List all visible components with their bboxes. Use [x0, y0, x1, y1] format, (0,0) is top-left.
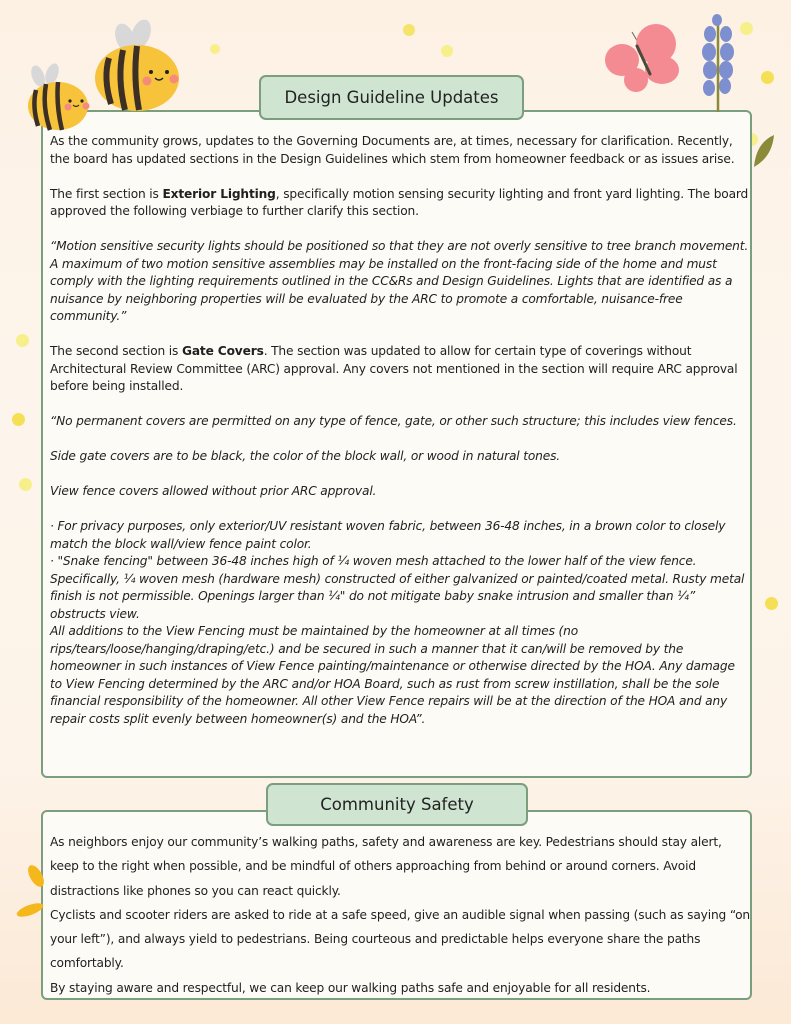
lighting-quote: “Motion sensitive security lights should be positioned so that they are not overly sensitive to tree branch movement. A maximum of two motion sensitive assemblies may be installed on the front-facing side of the home and must comply with the lighting requirements outlined in the CC&Rs and Design Guidelines. Lights that are identified as a nuisance by neighboring properties will be evaluated by the ARC to promote a comfortable, nuisance-free community.”	[50, 239, 749, 323]
gate-quote-2: Side gate covers are to be black, the color of the block wall, or wood in natural tones.	[50, 449, 561, 463]
lighting-paragraph	[50, 186, 750, 221]
intro-paragraph: As the community grows, updates to the Governing Documents are, at times, necessary for clarification. Recently, the board has updated sections in the Design Guidelines which stem from homeowner feedback or as issues arise.	[50, 134, 735, 166]
decor-dot	[210, 44, 220, 54]
section-title-design-guidelines	[259, 75, 524, 120]
bee-large-icon	[95, 18, 183, 113]
bullet-snake-fencing: · "Snake fencing" between 36-48 inches high of ¼ woven mesh attached to the lower half of the view fence. Specifically, ¼ woven mesh (hardware mesh) constructed of either galvanized or painted/coated metal. Rusty metal finish is not permissible. Openings larger than ¼" do not mitigate baby snake intrusion and smaller than ¼” obstructs view.	[50, 554, 745, 621]
gate-quote-1: “No permanent covers are permitted on any type of fence, gate, or other such structure; this includes view fences.	[50, 414, 737, 428]
bee-small-icon	[28, 62, 92, 132]
section-title-community-safety	[266, 783, 528, 826]
butterfly-icon	[604, 22, 680, 94]
design-guidelines-content	[50, 133, 750, 728]
community-safety-content	[50, 830, 750, 1000]
safety-paragraph-1: As neighbors enjoy our community’s walking paths, safety and awareness are key. Pedestrians should stay alert, keep to the right when possible, and be mindful of others approaching from behind or around corners. Avoid distractions like phones so you can react quickly.	[50, 835, 722, 898]
section-title-text: Community Safety	[320, 795, 474, 814]
yellow-petals-icon	[14, 862, 44, 922]
decor-dot	[765, 597, 778, 610]
leaf-icon	[752, 133, 776, 169]
decor-dot	[740, 22, 753, 35]
gate-pre: The second section is	[50, 344, 182, 358]
gate-post: . The section was updated to allow for certain type of coverings without Architectural Review Committee (ARC) approval. Any covers not mentioned in the section will require ARC approval before being installed.	[50, 344, 738, 393]
section-title-text: Design Guideline Updates	[284, 88, 499, 107]
lighting-pre: The first section is	[50, 186, 163, 201]
decor-dot	[761, 71, 774, 84]
decor-dot	[441, 45, 453, 57]
closing-paragraph: All additions to the View Fencing must be maintained by the homeowner at all times (no rips/tears/loose/hanging/draping/etc.) and be secured in such a manner that it can/will be removed by the homeowner in such instances of View Fence painting/maintenance or otherwise directed by the HOA. Any damage to View Fencing determined by the ARC and/or HOA Board, such as rust from screw instillation, shall be the sole financial responsibility of the homeowner. All other View Fence repairs will be at the direction of the HOA and any repair costs split evenly between homeowner(s) and the HOA”.	[50, 624, 735, 726]
decor-dot	[19, 478, 32, 491]
decor-dot	[16, 334, 29, 347]
gate-paragraph	[50, 343, 750, 396]
decor-dot	[403, 24, 415, 36]
lighting-heading: Exterior Lighting	[162, 186, 276, 201]
lupine-flower-icon	[698, 12, 738, 112]
safety-paragraph-3: By staying aware and respectful, we can keep our walking paths safe and enjoyable for all residents.	[50, 980, 651, 995]
gate-quote-3: View fence covers allowed without prior ARC approval.	[50, 484, 377, 498]
lighting-post: , specifically motion sensing security lighting and front yard lighting. The board approved the following verbiage to further clarify this section.	[50, 186, 749, 218]
safety-paragraph-2: Cyclists and scooter riders are asked to ride at a safe speed, give an audible signal when passing (such as saying “on your left”), and always yield to pedestrians. Being courteous and predictable helps everyone share the paths comfortably.	[50, 907, 750, 971]
bullet-privacy: · For privacy purposes, only exterior/UV resistant woven fabric, between 36-48 inches, in a brown color to closely match the block wall/view fence paint color.	[50, 519, 726, 551]
gate-heading: Gate Covers	[181, 344, 264, 358]
decor-dot	[12, 413, 25, 426]
community-safety-panel	[41, 810, 752, 1000]
design-guidelines-panel	[41, 110, 752, 778]
